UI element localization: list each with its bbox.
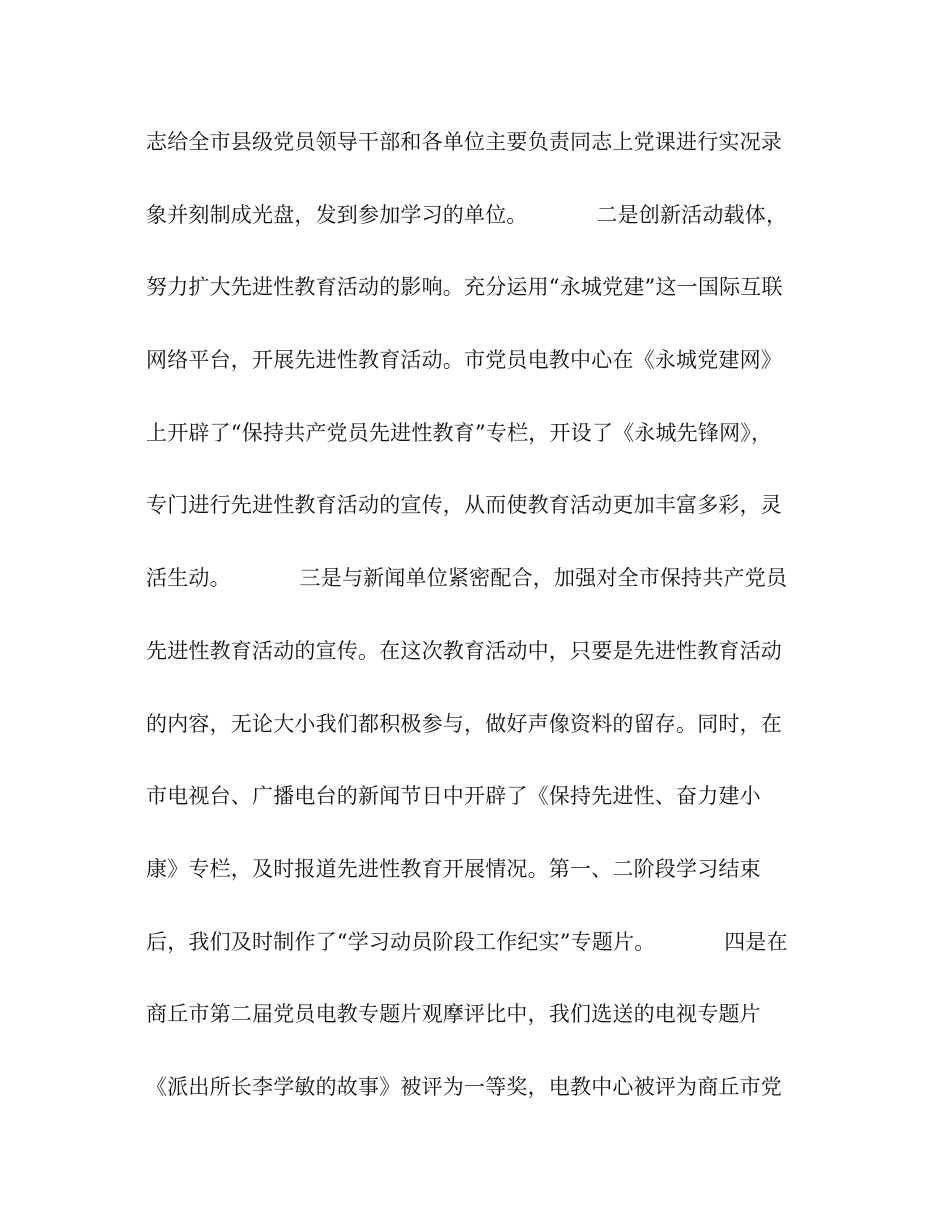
text-line: 活生动。 三是与新闻单位紧密配合，加强对全市保持共产党员 <box>146 566 788 591</box>
text-line: 后，我们及时制作了“学习动员阶段工作纪实”专题片。 四是在 <box>146 929 788 954</box>
text-line: 康》专栏，及时报道先进性教育开展情况。第一、二阶段学习结束 <box>146 856 761 881</box>
text-line: 上开辟了“保持共产党员先进性教育”专栏，开设了《永城先锋网》， <box>146 420 773 445</box>
body-text <box>146 122 806 1140</box>
text-line: 志给全市县级党员领导干部和各单位主要负责同志上党课进行实况录 <box>146 130 782 154</box>
text-line: 先进性教育活动的宣传。在这次教育活动中，只要是先进性教育活动 <box>146 638 782 663</box>
text-line: 《派出所长李学敏的故事》被评为一等奖，电教中心被评为商丘市党 <box>146 1074 782 1099</box>
text-line: 市电视台、广播电台的新闻节日中开辟了《保持先进性、奋力建小 <box>146 784 761 809</box>
text-line: 象并刻制成光盘，发到参加学习的单位。 二是创新活动载体， <box>146 202 788 227</box>
text-line: 努力扩大先进性教育活动的影响。充分运用“永城党建”这一国际互联 <box>146 275 783 300</box>
text-line: 网络平台，开展先进性教育活动。市党员电教中心在《永城党建网》 <box>146 348 782 373</box>
text-line: 专门进行先进性教育活动的宣传，从而使教育活动更加丰富多彩，灵 <box>146 493 782 518</box>
text-line: 商丘市第二届党员电教专题片观摩评比中，我们选送的电视专题片 <box>146 1002 761 1027</box>
text-line: 的内容，无论大小我们都积极参与，做好声像资料的留存。同时，在 <box>146 711 782 736</box>
